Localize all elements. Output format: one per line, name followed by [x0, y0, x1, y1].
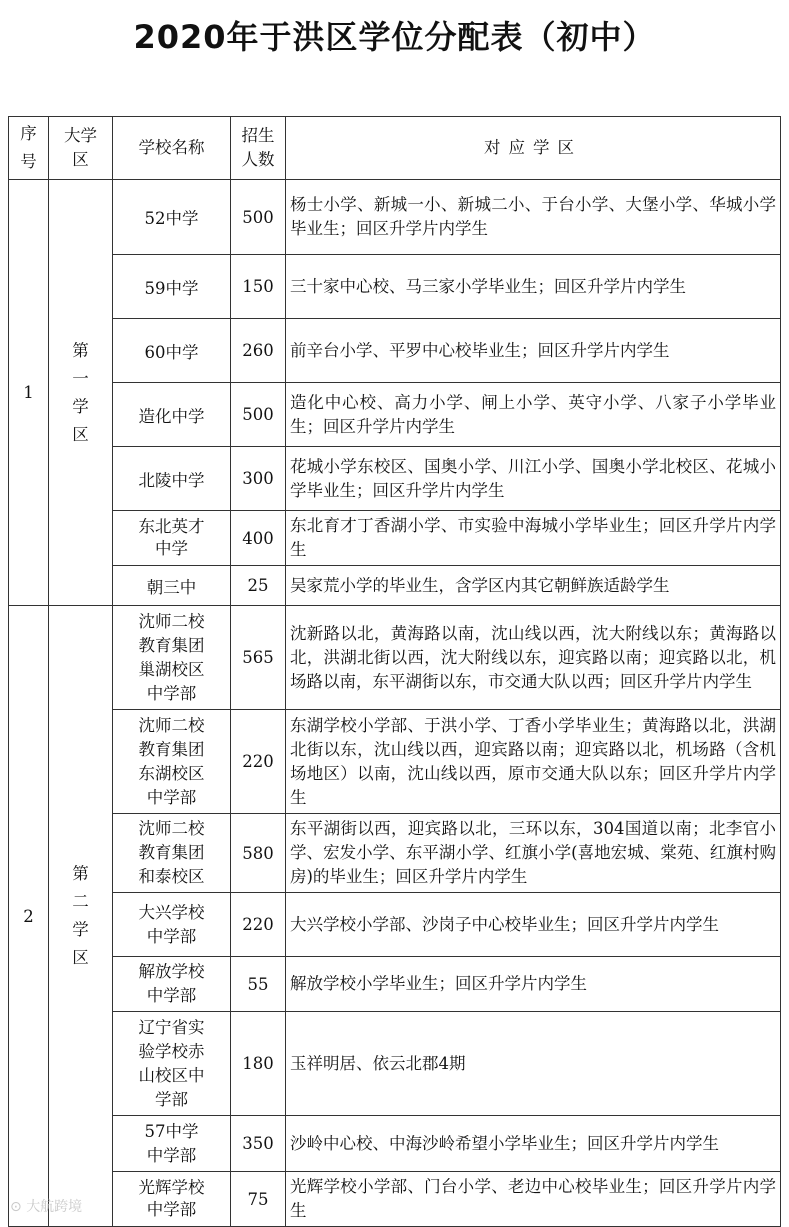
area-cell: 解放学校小学毕业生；回区升学片内学生 — [286, 957, 781, 1012]
enroll-cell: 220 — [231, 893, 286, 957]
watermark-text: 大航跨境 — [26, 1199, 83, 1215]
seq-cell: 2 — [9, 606, 49, 1227]
school-cell: 北陵中学 — [113, 447, 231, 511]
header-school: 学校名称 — [113, 117, 231, 180]
district-cell: 第一学区 — [49, 180, 113, 606]
area-cell: 东平湖街以西，迎宾路以北，三环以东，304国道以南；北李官小学、宏发小学、东平湖小学、红旗小学(喜地宏城、棠苑、红旗村购房)的毕业生；回区升学片内学生 — [286, 814, 781, 893]
area-cell: 大兴学校小学部、沙岗子中心校毕业生；回区升学片内学生 — [286, 893, 781, 957]
table-row — [9, 447, 781, 511]
school-cell: 60中学 — [113, 319, 231, 383]
area-cell: 吴家荒小学的毕业生，含学区内其它朝鲜族适龄学生 — [286, 566, 781, 606]
enroll-cell: 260 — [231, 319, 286, 383]
area-cell: 前辛台小学、平罗中心校毕业生；回区升学片内学生 — [286, 319, 781, 383]
header-area: 对应学区 — [286, 117, 781, 180]
school-cell: 沈师二校教育集团和泰校区 — [113, 814, 231, 893]
school-cell: 造化中学 — [113, 383, 231, 447]
school-cell: 解放学校中学部 — [113, 957, 231, 1012]
enroll-cell: 150 — [231, 255, 286, 319]
school-cell: 59中学 — [113, 255, 231, 319]
area-cell: 光辉学校小学部、门台小学、老边中心校毕业生；回区升学片内学生 — [286, 1172, 781, 1227]
watermark — [10, 1196, 82, 1216]
table-row — [9, 957, 781, 1012]
area-cell: 沙岭中心校、中海沙岭希望小学毕业生；回区升学片内学生 — [286, 1116, 781, 1172]
area-cell: 造化中心校、高力小学、闸上小学、英守小学、八家子小学毕业生；回区升学片内学生 — [286, 383, 781, 447]
table-row — [9, 255, 781, 319]
school-cell: 沈师二校教育集团巢湖校区中学部 — [113, 606, 231, 710]
enroll-cell: 300 — [231, 447, 286, 511]
table-row — [9, 606, 781, 710]
area-cell: 沈新路以北，黄海路以南，沈山线以西，沈大附线以东；黄海路以北，洪湖北街以西，沈大附线以东，迎宾路以南；迎宾路以北，机场路以南，东平湖街以东，市交通大队以西；回区升学片内学生 — [286, 606, 781, 710]
area-cell: 东湖学校小学部、于洪小学、丁香小学毕业生；黄海路以北，洪湖北街以东，沈山线以西，迎宾路以南；迎宾路以北，机场路（含机场地区）以南，沈山线以西，原市交通大队以东；回区升学片内学生 — [286, 710, 781, 814]
table-row — [9, 1172, 781, 1227]
enroll-cell: 25 — [231, 566, 286, 606]
table-row — [9, 383, 781, 447]
enroll-cell: 55 — [231, 957, 286, 1012]
school-cell: 光辉学校中学部 — [113, 1172, 231, 1227]
table-header-row — [9, 117, 781, 180]
enroll-cell: 75 — [231, 1172, 286, 1227]
table-row — [9, 511, 781, 566]
school-cell: 大兴学校中学部 — [113, 893, 231, 957]
header-seq: 序号 — [9, 117, 49, 180]
enroll-cell: 350 — [231, 1116, 286, 1172]
table-row — [9, 710, 781, 814]
area-cell: 杨士小学、新城一小、新城二小、于台小学、大堡小学、华城小学毕业生；回区升学片内学生 — [286, 180, 781, 255]
area-cell: 花城小学东校区、国奥小学、川江小学、国奥小学北校区、花城小学毕业生；回区升学片内学生 — [286, 447, 781, 511]
school-cell: 57中学中学部 — [113, 1116, 231, 1172]
table-row — [9, 1012, 781, 1116]
allocation-table — [8, 116, 781, 1227]
enroll-cell: 180 — [231, 1012, 286, 1116]
area-cell: 东北育才丁香湖小学、市实验中海城小学毕业生；回区升学片内学生 — [286, 511, 781, 566]
school-cell: 52中学 — [113, 180, 231, 255]
table-row — [9, 319, 781, 383]
seq-cell: 1 — [9, 180, 49, 606]
table-row — [9, 814, 781, 893]
header-district: 大学区 — [49, 117, 113, 180]
watermark-icon: ⊙ — [10, 1199, 22, 1215]
enroll-cell: 220 — [231, 710, 286, 814]
school-cell: 沈师二校教育集团东湖校区中学部 — [113, 710, 231, 814]
district-cell: 第二学区 — [49, 606, 113, 1227]
school-cell: 辽宁省实验学校赤山校区中学部 — [113, 1012, 231, 1116]
enroll-cell: 400 — [231, 511, 286, 566]
school-cell: 朝三中 — [113, 566, 231, 606]
page-title: 2020年于洪区学位分配表（初中） — [133, 18, 656, 56]
enroll-cell: 580 — [231, 814, 286, 893]
enroll-cell: 500 — [231, 383, 286, 447]
area-cell: 玉祥明居、依云北郡4期 — [286, 1012, 781, 1116]
school-cell: 东北英才中学 — [113, 511, 231, 566]
enroll-cell: 500 — [231, 180, 286, 255]
table-row — [9, 566, 781, 606]
table-row — [9, 893, 781, 957]
enroll-cell: 565 — [231, 606, 286, 710]
table-row — [9, 180, 781, 255]
table-row — [9, 1116, 781, 1172]
area-cell: 三十家中心校、马三家小学毕业生；回区升学片内学生 — [286, 255, 781, 319]
header-enroll: 招生人数 — [231, 117, 286, 180]
